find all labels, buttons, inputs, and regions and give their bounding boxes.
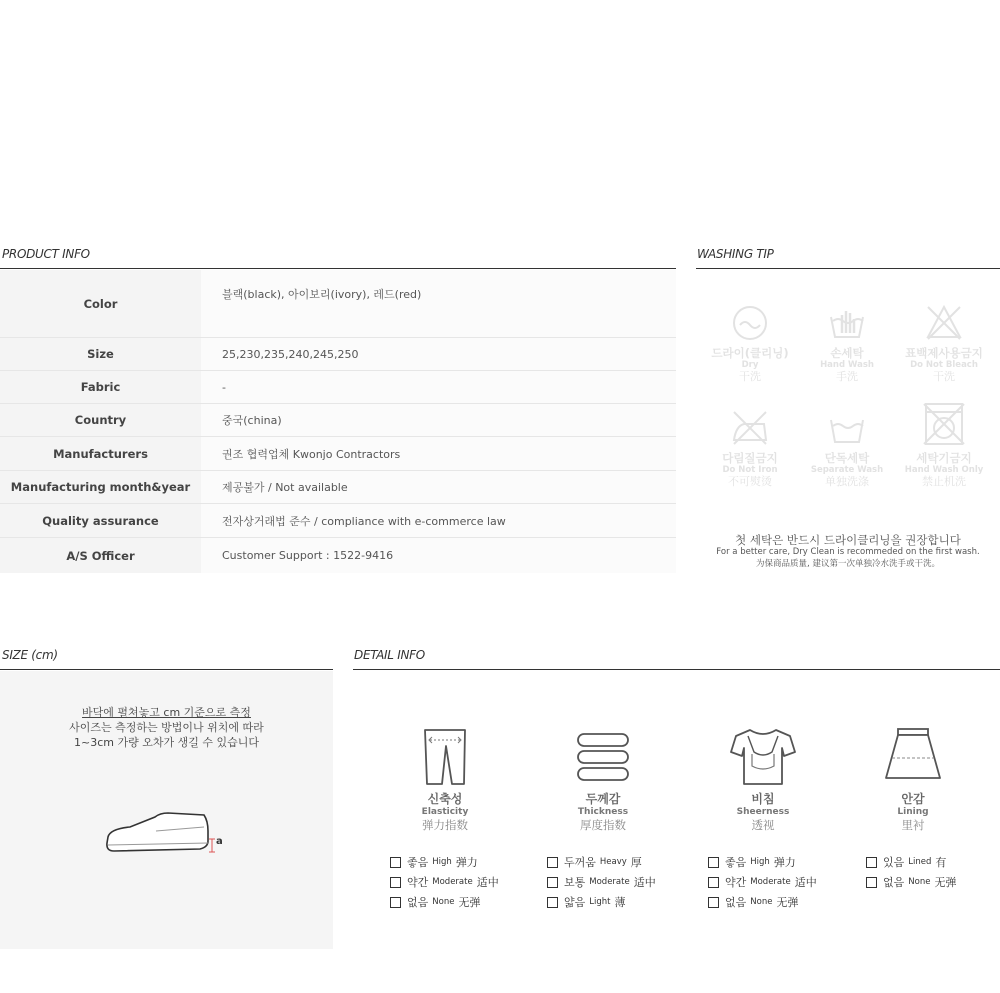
wash-label-en: Do Not Bleach: [910, 360, 978, 370]
table-row: [0, 338, 676, 371]
row-key: Size: [0, 338, 201, 370]
detail-label-en: Elasticity: [421, 807, 469, 817]
detail-sheerness: [703, 726, 823, 832]
size-note-1: 바닥에 펼쳐놓고 cm 기준으로 측정: [82, 706, 251, 719]
note-en: For a better care, Dry Clean is recommeded on the first wash.: [716, 547, 980, 557]
checkbox[interactable]: [547, 877, 558, 888]
wash-label-ko: 드라이(클리닝): [711, 346, 789, 360]
checkbox[interactable]: [708, 857, 719, 868]
row-value: Customer Support : 1522-9416: [201, 538, 676, 573]
detail-label-cn: 透视: [751, 818, 775, 832]
wash-label-cn: 干洗: [739, 370, 761, 383]
detail-info-title: DETAIL INFO: [354, 648, 425, 662]
table-row: [0, 404, 676, 437]
table-row: [0, 270, 676, 338]
checkbox[interactable]: [390, 857, 401, 868]
checkbox[interactable]: [547, 857, 558, 868]
separate-wash-icon: [827, 408, 867, 448]
row-key: Manufacturing month&year: [0, 471, 201, 503]
checkbox[interactable]: [866, 877, 877, 888]
wash-label-en: Hand Wash Only: [904, 465, 984, 475]
row-value: 제공불가 / Not available: [201, 471, 676, 503]
detail-thickness: [543, 726, 663, 832]
washing-note: [696, 533, 1000, 570]
row-value: -: [201, 371, 676, 403]
wash-item-iron: [700, 408, 800, 488]
row-key: Color: [0, 270, 201, 337]
shirt-icon: [728, 726, 798, 788]
option-lined[interactable]: 있음 Lined 有: [866, 852, 956, 872]
checkbox[interactable]: [708, 897, 719, 908]
sheerness-options: [708, 852, 817, 912]
row-key: Quality assurance: [0, 504, 201, 537]
dry-clean-icon: [730, 303, 770, 343]
size-title: SIZE (cm): [2, 648, 58, 662]
detail-elasticity: [385, 726, 505, 832]
row-value: 권조 협력업체 Kwonjo Contractors: [201, 437, 676, 470]
wash-label-en: Separate Wash: [810, 465, 884, 475]
size-panel: [0, 671, 333, 949]
washing-tip-title: WASHING TIP: [697, 247, 774, 261]
detail-label-cn: 弹力指数: [422, 818, 468, 832]
row-key: Country: [0, 404, 201, 436]
product-info-table: [0, 270, 676, 573]
detail-label-en: Thickness: [577, 807, 629, 817]
option-moderate[interactable]: 약간 Moderate 适中: [390, 872, 499, 892]
wash-item-bleach: [894, 303, 994, 383]
detail-label-en: Lining: [897, 807, 929, 817]
lining-options: [866, 852, 956, 892]
skirt-icon: [878, 726, 948, 788]
wash-label-en: Hand Wash: [820, 360, 874, 370]
checkbox[interactable]: [390, 877, 401, 888]
shoe-icon: [100, 807, 230, 859]
elasticity-options: [390, 852, 499, 912]
washing-tip-rule: [696, 268, 1000, 269]
no-bleach-icon: [924, 303, 964, 343]
option-moderate[interactable]: 보통 Moderate 适中: [547, 872, 656, 892]
detail-label-ko: 비침: [751, 792, 775, 806]
hand-wash-icon: [827, 303, 867, 343]
wash-item-dry: [700, 303, 800, 383]
wash-label-cn: 手洗: [836, 370, 858, 383]
checkbox[interactable]: [708, 877, 719, 888]
detail-info-rule: [353, 669, 1000, 670]
option-light[interactable]: 얇음 Light 薄: [547, 892, 656, 912]
table-row: [0, 371, 676, 404]
checkbox[interactable]: [390, 897, 401, 908]
wash-label-ko: 손세탁: [830, 346, 864, 360]
wash-label-en: Dry: [741, 360, 759, 370]
thickness-options: [547, 852, 656, 912]
wash-item-handonly: [894, 400, 994, 488]
pants-icon: [420, 726, 470, 788]
table-row: [0, 538, 676, 573]
wash-item-hand: [797, 303, 897, 383]
no-iron-icon: [730, 408, 770, 448]
wash-label-cn: 不可熨烫: [728, 475, 772, 488]
detail-label-cn: 里衬: [901, 818, 925, 832]
option-high[interactable]: 좋음 High 弹力: [390, 852, 499, 872]
note-cn: 为保商品质量, 建议第一次单独冷水洗手或干洗。: [756, 559, 940, 569]
option-none[interactable]: 없음 None 无弹: [708, 892, 817, 912]
checkbox[interactable]: [866, 857, 877, 868]
row-key: Manufacturers: [0, 437, 201, 470]
option-heavy[interactable]: 두꺼움 Heavy 厚: [547, 852, 656, 872]
row-key: Fabric: [0, 371, 201, 403]
option-none[interactable]: 없음 None 无弹: [390, 892, 499, 912]
wash-label-ko: 다림질금지: [722, 451, 778, 465]
option-none[interactable]: 없음 None 无弹: [866, 872, 956, 892]
option-high[interactable]: 좋음 High 弹力: [708, 852, 817, 872]
wash-label-cn: 禁止机洗: [922, 475, 966, 488]
hand-wash-only-icon: [920, 400, 968, 448]
size-note-2: 사이즈는 측정하는 방법이나 위치에 따라: [69, 721, 264, 734]
layers-icon: [575, 726, 631, 788]
wash-label-ko: 단독세탁: [824, 451, 870, 465]
wash-label-cn: 单独洗涤: [825, 475, 869, 488]
table-row: [0, 437, 676, 471]
checkbox[interactable]: [547, 897, 558, 908]
detail-label-ko: 신축성: [427, 792, 463, 806]
size-rule: [0, 669, 333, 670]
detail-label-ko: 안감: [901, 792, 925, 806]
table-row: [0, 504, 676, 538]
row-value: 블랙(black), 아이보리(ivory), 레드(red): [201, 270, 676, 337]
detail-label-en: Sheerness: [736, 807, 790, 817]
size-marker-a: a: [216, 836, 223, 847]
wash-item-separate: [797, 408, 897, 488]
wash-label-ko: 표백제사용금지: [905, 346, 983, 360]
wash-label-ko: 세탁기금지: [916, 451, 972, 465]
row-value: 전자상거래법 준수 / compliance with e-commerce law: [201, 504, 676, 537]
wash-label-cn: 干洗: [933, 370, 955, 383]
row-value: 25,230,235,240,245,250: [201, 338, 676, 370]
product-info-title: PRODUCT INFO: [2, 247, 90, 261]
wash-label-en: Do Not Iron: [722, 465, 778, 475]
detail-label-ko: 두께감: [585, 792, 621, 806]
size-note-3: 1~3cm 가량 오차가 생길 수 있습니다: [74, 736, 259, 749]
detail-label-cn: 厚度指数: [580, 818, 626, 832]
note-ko: 첫 세탁은 반드시 드라이클리닝을 권장합니다: [735, 533, 961, 547]
detail-lining: [853, 726, 973, 832]
table-row: [0, 471, 676, 504]
row-value: 중국(china): [201, 404, 676, 436]
option-moderate[interactable]: 약간 Moderate 适中: [708, 872, 817, 892]
row-key: A/S Officer: [0, 538, 201, 573]
product-info-rule: [0, 268, 676, 269]
